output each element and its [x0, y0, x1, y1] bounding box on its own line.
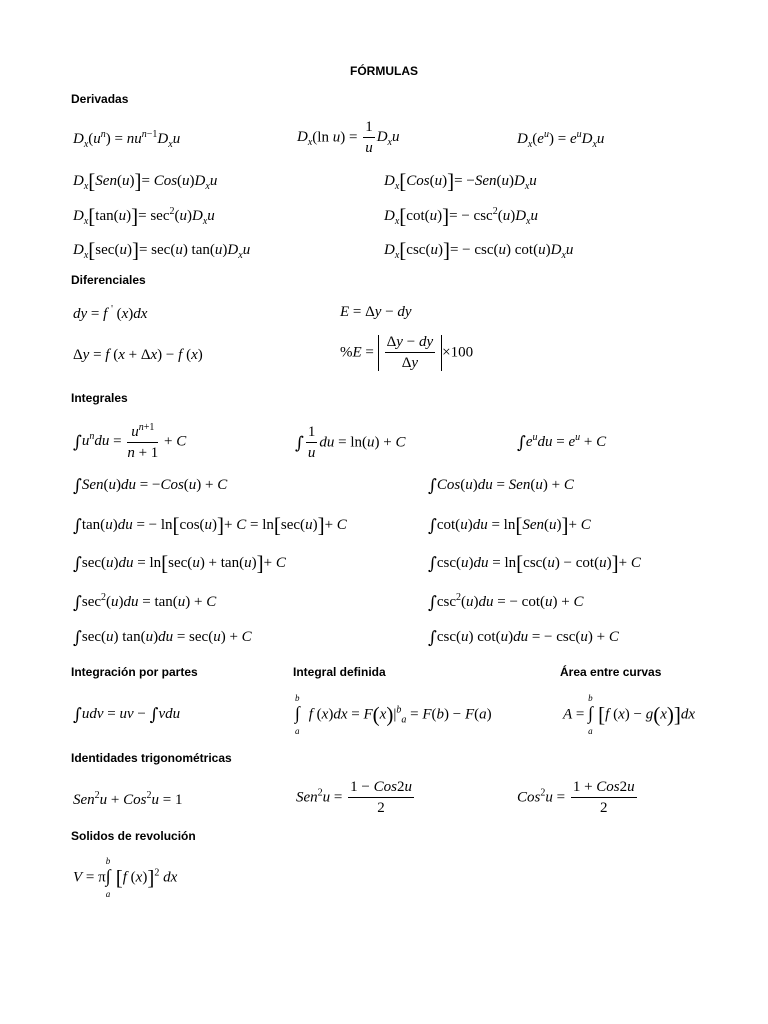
- formula-d-sec: $D_x[\sec(u)]= \sec(u)$ $\tan(u)D_xu$: [73, 238, 251, 262]
- formula-i-cot: ∫cot(u)du = ln[Sen(u)]+ C: [428, 513, 591, 537]
- section-area: Área entre curvas: [560, 665, 662, 679]
- formula-i-csccot: ∫csc(u) cot(u)du = − csc(u) + C: [428, 628, 619, 648]
- formula-d-cos: $D_x[Cos(u)]= -Sen(u)D_xu$: [384, 169, 537, 193]
- section-definida: Integral definida: [293, 665, 386, 679]
- formula-i-csc2: $\int\csc^2(u)du$ = − cot(u) + C: [428, 592, 584, 613]
- section-solidos: Solidos de revolución: [71, 829, 196, 843]
- formula-i-sec2: $\int\sec^2(u)du = \tan(u) + C$: [73, 592, 217, 613]
- formula-pitagoras: Sen$^2$u + Cos$^2$u = 1: [73, 790, 183, 808]
- formula-i-cos: ∫Cos(u)du = Sen(u) + C: [428, 476, 574, 496]
- formula-d-power: $D_x(u^n) = nu^{n-1}D_xu$: [73, 129, 181, 150]
- formula-d-tan: $D_x[\tan(u)]= \sec^2(u)D_xu$: [73, 204, 215, 228]
- formula-i-csc: ∫csc(u)du = ln[csc(u) − cot(u)]+ C: [428, 551, 641, 575]
- formula-partes: ∫udv = uv − ∫vdu: [73, 705, 181, 725]
- page-title: FÓRMULAS: [350, 64, 418, 78]
- formula-d-sen: $D_x[Sen(u)]= Cos(u)D_xu$: [73, 169, 218, 193]
- formula-d-csc: $D_x[\csc(u)]= - \csc(u)$ $\cot(u)D_xu$: [384, 238, 574, 262]
- formula-delta-y: Δy = f (x + Δx) − f (x): [73, 347, 203, 363]
- formula-percent-error: %E = $\frac{\Delta y - dy}{\Delta y}$ ×100: [340, 334, 474, 371]
- formula-dy: dy = f ' (x)dx: [73, 304, 148, 322]
- formula-definida: b ∫ a f $(x)dx = F(x)|^b_a = F(b) - F(a)$: [295, 693, 492, 736]
- formula-i-ln: ∫ $\frac{1}{u}$ du = ln(u) + C: [295, 424, 406, 461]
- formula-d-ln: $D_x(\ln$ u) = $\frac{1}{u}$ $D_xu$: [297, 119, 400, 156]
- formula-sen2: Sen$^2$u = $\frac{\text{1 − Cos2u}}{2}$: [296, 779, 412, 816]
- formula-volumen: V = π b ∫ a [f (x)]$^2$ dx: [73, 856, 178, 899]
- formula-i-sec: ∫sec(u)du = ln[sec(u) + tan(u)]+ C: [73, 551, 286, 575]
- section-integrales: Integrales: [71, 391, 128, 405]
- formula-area: A = b ∫ a [f (x) − g(x)]dx: [563, 693, 696, 736]
- formula-i-sen: ∫Sen(u)du = −Cos(u) + C: [73, 476, 228, 496]
- formula-error: E = Δy − dy: [340, 304, 412, 320]
- section-identidades: Identidades trigonométricas: [71, 751, 232, 765]
- formula-cos2: Cos$^2$u = $\frac{\text{1 + Cos2u}}{2}$: [517, 779, 635, 816]
- formula-i-exp: $\int e^udu = e^u + C$: [517, 432, 607, 453]
- formula-d-exp: $D_x(e^u) = e^uD_xu$: [517, 129, 605, 150]
- section-partes: Integración por partes: [71, 665, 198, 679]
- section-derivadas: Derivadas: [71, 92, 129, 106]
- formula-i-tan: ∫tan(u)du = − ln[cos(u)]+ C = ln[sec(u)]+ C: [73, 513, 347, 537]
- formula-i-power: $\int u^ndu$ = $\frac{u^{n+1}}{n + 1}$ + C: [73, 422, 187, 461]
- formula-d-cot: $D_x[\cot(u)]= - \csc^2(u)D_xu$: [384, 204, 538, 228]
- formula-i-sectan: ∫sec(u) tan(u)du = sec(u) + C: [73, 628, 252, 648]
- section-diferenciales: Diferenciales: [71, 273, 146, 287]
